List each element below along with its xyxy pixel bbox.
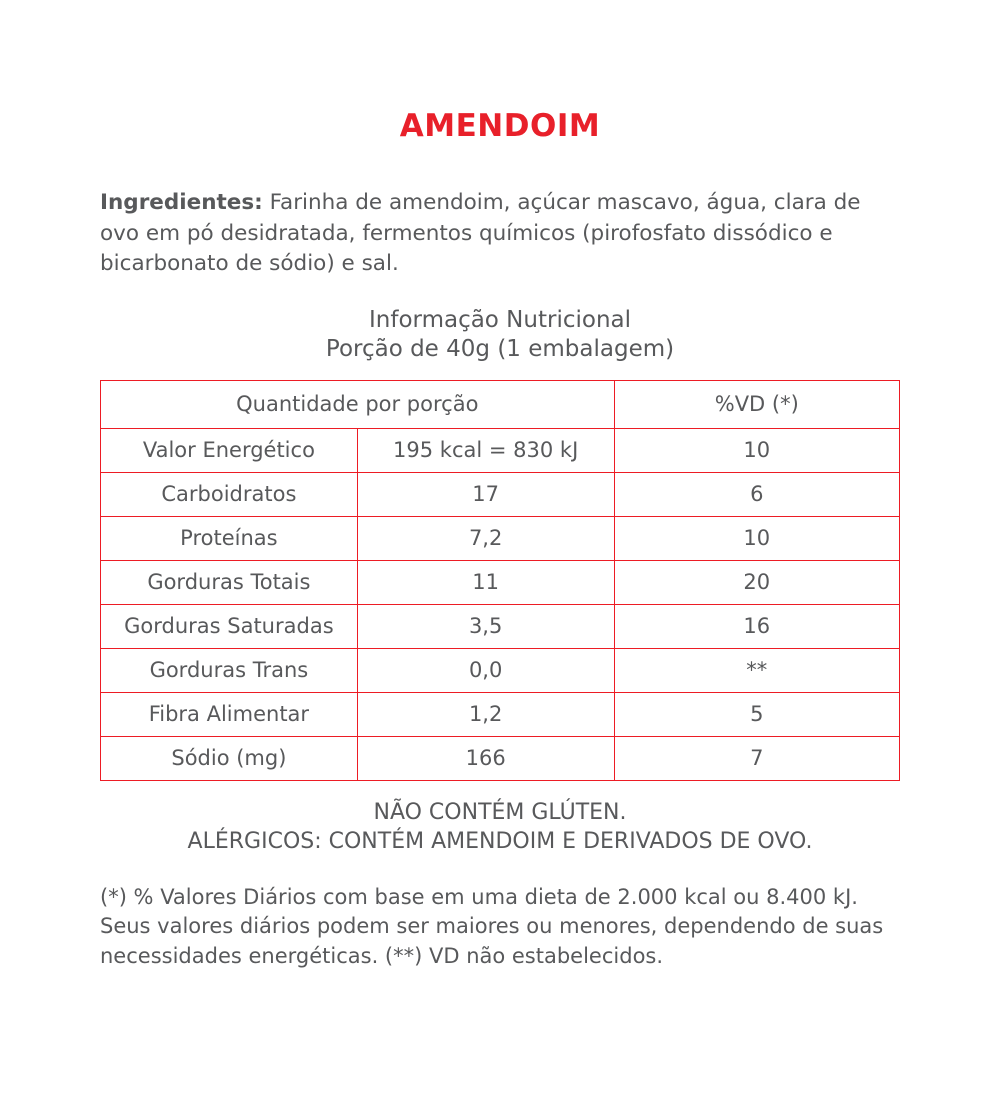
row-dv: 7 xyxy=(614,737,899,781)
row-name: Proteínas xyxy=(101,517,358,561)
row-name: Fibra Alimentar xyxy=(101,693,358,737)
product-title: AMENDOIM xyxy=(399,108,601,144)
row-dv: 5 xyxy=(614,693,899,737)
row-name: Carboidratos xyxy=(101,473,358,517)
row-name: Sódio (mg) xyxy=(101,737,358,781)
row-dv: 16 xyxy=(614,605,899,649)
table-row xyxy=(101,561,900,605)
row-dv: 6 xyxy=(614,473,899,517)
table-header-row xyxy=(101,381,900,429)
row-name: Valor Energético xyxy=(101,429,358,473)
ingredients-paragraph xyxy=(100,188,900,280)
row-amount: 7,2 xyxy=(357,517,614,561)
row-amount: 11 xyxy=(357,561,614,605)
row-dv: ** xyxy=(614,649,899,693)
nutrition-table xyxy=(100,380,900,781)
table-row xyxy=(101,473,900,517)
table-row xyxy=(101,517,900,561)
gluten-statement: NÃO CONTÉM GLÚTEN. xyxy=(373,800,627,826)
table-row xyxy=(101,693,900,737)
row-dv: 20 xyxy=(614,561,899,605)
allergen-statement: ALÉRGICOS: CONTÉM AMENDOIM E DERIVADOS DE OVO. xyxy=(187,829,813,855)
nutrition-heading-line1: Informação Nutricional xyxy=(368,306,632,333)
row-amount: 0,0 xyxy=(357,649,614,693)
nutrition-heading-line2: Porção de 40g (1 embalagem) xyxy=(325,335,675,362)
nutrition-heading xyxy=(0,306,1000,365)
table-row xyxy=(101,737,900,781)
header-dv: %VD (*) xyxy=(614,381,899,429)
ingredients-text: Farinha de amendoim, açúcar mascavo, água, clara de ovo em pó desidratada, fermentos químicos (pirofosfato dissódico e bicarbonato de sódio) e sal. xyxy=(100,190,861,277)
header-quantity: Quantidade por porção xyxy=(101,381,615,429)
row-amount: 1,2 xyxy=(357,693,614,737)
nutrition-label-page xyxy=(0,108,1000,1108)
ingredients-label: Ingredientes: xyxy=(100,190,263,215)
row-name: Gorduras Totais xyxy=(101,561,358,605)
daily-values-footnote: (*) % Valores Diários com base em uma dieta de 2.000 kcal ou 8.400 kJ. Seus valores diários podem ser maiores ou menores, dependendo de suas necessidades energéticas. (**) VD não estabelecidos. xyxy=(100,884,884,969)
table-row xyxy=(101,605,900,649)
row-name: Gorduras Saturadas xyxy=(101,605,358,649)
table-row xyxy=(101,649,900,693)
row-amount: 3,5 xyxy=(357,605,614,649)
row-amount: 166 xyxy=(357,737,614,781)
allergen-block xyxy=(0,799,1000,856)
row-dv: 10 xyxy=(614,517,899,561)
row-dv: 10 xyxy=(614,429,899,473)
row-name: Gorduras Trans xyxy=(101,649,358,693)
row-amount: 195 kcal = 830 kJ xyxy=(357,429,614,473)
table-row xyxy=(101,429,900,473)
row-amount: 17 xyxy=(357,473,614,517)
